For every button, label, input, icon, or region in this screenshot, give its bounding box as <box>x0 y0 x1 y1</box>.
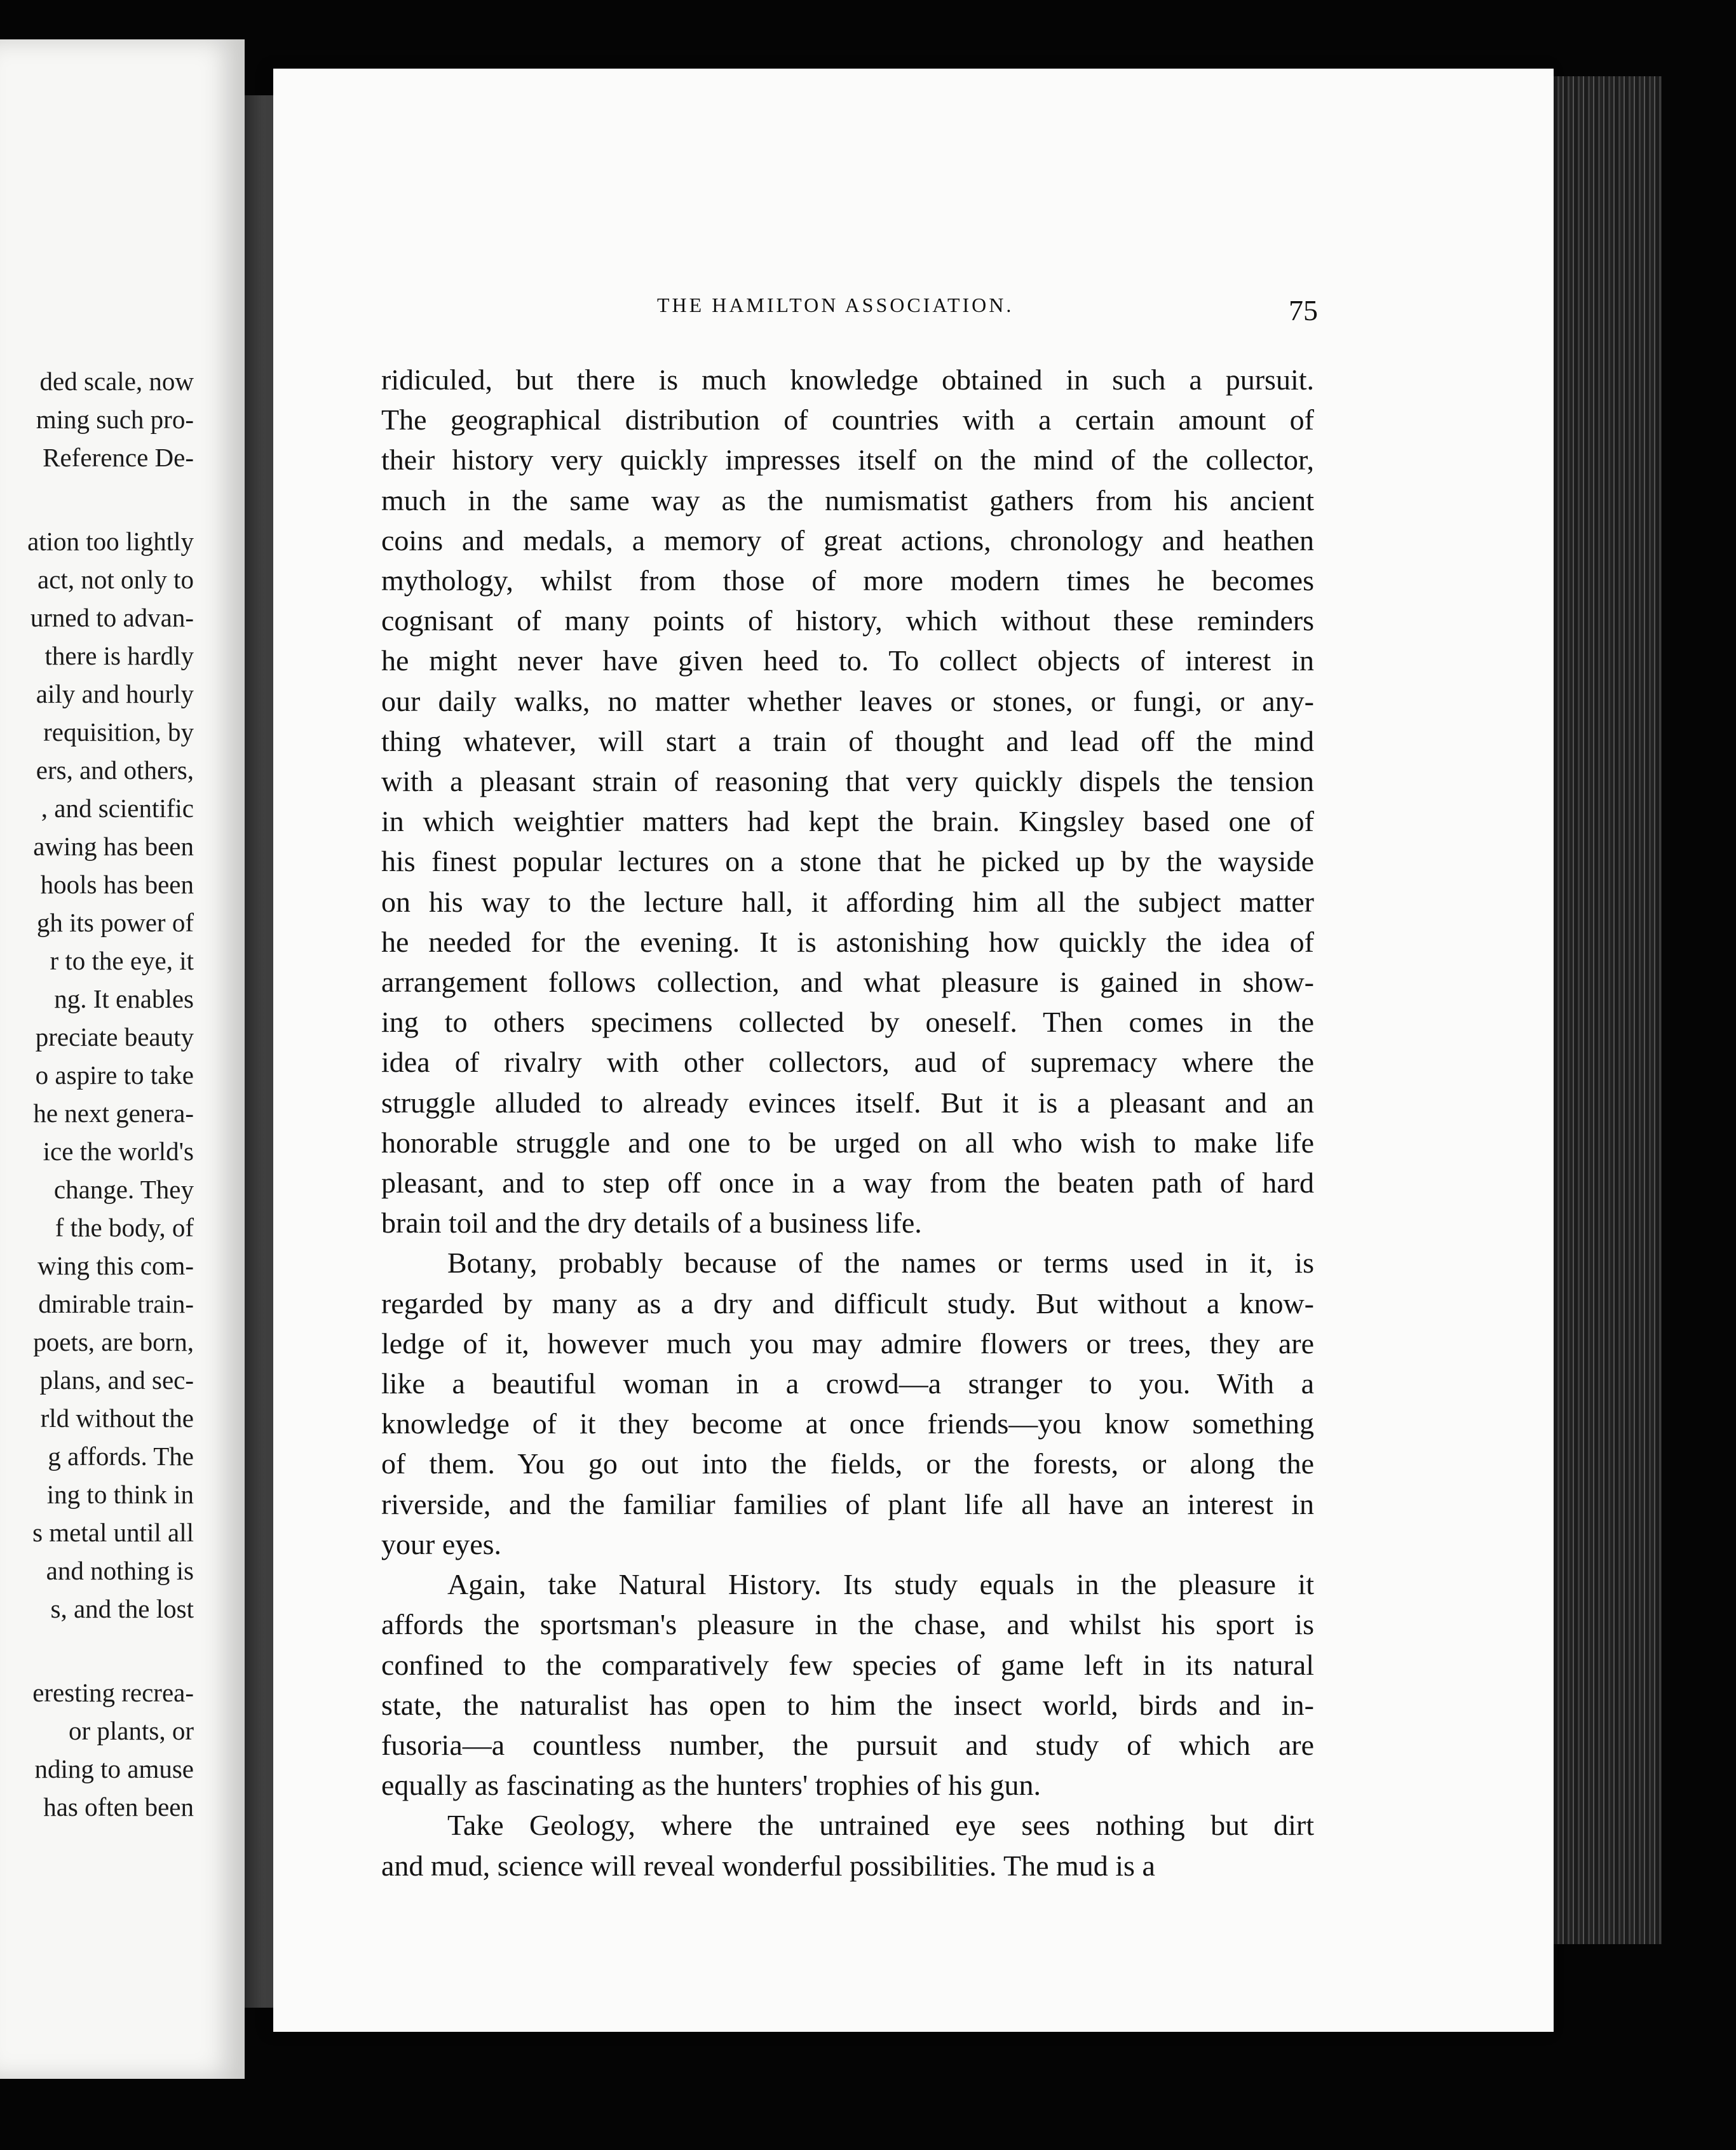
left-page-line: dmirable train- <box>38 1289 194 1318</box>
left-page-line: s, and the lost <box>50 1594 194 1623</box>
text-line: Botany, probably because of the names or terms used in it, is <box>447 1247 1314 1280</box>
text-line: Take Geology, where the untrained eye sees nothing but dirt <box>447 1809 1314 1842</box>
text-line: in which weightier matters had kept the brain. Kingsley based one of <box>381 805 1314 838</box>
left-page-line: requisition, by <box>43 717 194 747</box>
left-page-line: ers, and others, <box>36 755 194 785</box>
text-line: riverside, and the familiar families of plant life all have an interest in <box>381 1487 1314 1520</box>
text-line: with a pleasant strain of reasoning that very quickly dispels the tension <box>381 765 1314 798</box>
text-line: fusoria—a countless number, the pursuit and study of which are <box>381 1728 1314 1761</box>
left-page <box>0 39 245 2079</box>
text-line: brain toil and the dry details of a business life. <box>381 1207 922 1240</box>
left-page-line: aily and hourly <box>36 679 194 708</box>
text-line: equally as fascinating as the hunters' trophies of his gun. <box>381 1769 1041 1802</box>
text-line: their history very quickly impresses itself on the mind of the collector, <box>381 443 1314 477</box>
text-line: he needed for the evening. It is astonishing how quickly the idea of <box>381 925 1314 958</box>
text-line: affords the sportsman's pleasure in the chase, and whilst his sport is <box>381 1608 1314 1641</box>
text-line: our daily walks, no matter whether leaves or stones, or fungi, or any- <box>381 684 1314 717</box>
text-line: struggle alluded to already evinces itself. But it is a pleasant and an <box>381 1086 1314 1119</box>
left-page-line: there is hardly <box>44 641 194 670</box>
left-page-line: Reference De- <box>43 443 194 472</box>
left-page-line: act, not only to <box>37 565 194 594</box>
left-page-line: urned to advan- <box>30 603 194 632</box>
running-head: THE HAMILTON ASSOCIATION. <box>657 294 1014 316</box>
text-line: knowledge of it they become at once friends—you know something <box>381 1407 1314 1440</box>
left-page-line: awing has been <box>33 832 194 861</box>
text-line: and mud, science will reveal wonderful possibilities. The mud is a <box>381 1849 1155 1882</box>
text-line: regarded by many as a dry and difficult study. But without a know- <box>381 1287 1314 1320</box>
left-page-line: ing to think in <box>46 1480 194 1509</box>
left-page-line: wing this com- <box>37 1251 194 1280</box>
left-page-line: rld without the <box>40 1403 194 1433</box>
text-line: arrangement follows collection, and what pleasure is gained in show- <box>381 966 1314 999</box>
left-page-line: o aspire to take <box>35 1060 194 1090</box>
left-page-line: gh its power of <box>36 908 194 937</box>
paragraph <box>381 360 1314 1243</box>
text-line: on his way to the lecture hall, it affording him all the subject matter <box>381 885 1314 918</box>
text-line: idea of rivalry with other collectors, aud of supremacy where the <box>381 1046 1314 1079</box>
text-line: confined to the comparatively few species of game left in its natural <box>381 1648 1314 1681</box>
page-number: 75 <box>1289 294 1318 327</box>
left-page-line: f the body, of <box>55 1213 194 1242</box>
text-line: his finest popular lectures on a stone that he picked up by the wayside <box>381 845 1314 878</box>
text-line: ridiculed, but there is much knowledge obtained in such a pursuit. <box>381 363 1314 396</box>
left-page-line: and nothing is <box>46 1556 194 1585</box>
left-page-line: or plants, or <box>69 1716 194 1745</box>
text-line: your eyes. <box>381 1527 502 1560</box>
text-line: ledge of it, however much you may admire flowers or trees, they are <box>381 1327 1314 1360</box>
left-page-line: ded scale, now <box>39 367 194 396</box>
text-line: state, the naturalist has open to him the insect world, birds and in- <box>381 1688 1314 1721</box>
left-page-line: ice the world's <box>43 1137 194 1166</box>
text-line: like a beautiful woman in a crowd—a stranger to you. With a <box>381 1367 1314 1400</box>
text-line: much in the same way as the numismatist gathers from his ancient <box>381 483 1314 517</box>
text-line: mythology, whilst from those of more modern times he becomes <box>381 564 1314 597</box>
left-page-line: nding to amuse <box>34 1754 194 1783</box>
text-line: The geographical distribution of countries with a certain amount of <box>381 403 1314 436</box>
left-page-line: , and scientific <box>41 794 194 823</box>
left-page-line: eresting recrea- <box>32 1678 194 1707</box>
left-page-line: g affords. The <box>48 1442 194 1471</box>
text-line: honorable struggle and one to be urged on all who wish to make life <box>381 1126 1314 1159</box>
left-page-line: r to the eye, it <box>50 946 194 975</box>
paragraph <box>381 1243 1314 1564</box>
page-edges <box>1554 76 1662 1944</box>
left-page-line: ation too lightly <box>27 527 194 556</box>
text-line: thing whatever, will start a train of thought and lead off the mind <box>381 724 1314 757</box>
text-line: ing to others specimens collected by oneself. Then comes in the <box>381 1006 1314 1039</box>
left-page-line: poets, are born, <box>33 1327 194 1356</box>
left-page-line: ng. It enables <box>54 984 194 1013</box>
text-line: coins and medals, a memory of great actions, chronology and heathen <box>381 524 1314 557</box>
left-page-line: has often been <box>43 1792 194 1822</box>
paragraph <box>381 1564 1314 1805</box>
body-text <box>381 360 1314 1886</box>
text-line: cognisant of many points of history, which without these reminders <box>381 604 1314 637</box>
paragraph <box>381 1805 1314 1885</box>
left-page-line: he next genera- <box>33 1099 194 1128</box>
text-line: of them. You go out into the fields, or the forests, or along the <box>381 1447 1314 1480</box>
text-line: pleasant, and to step off once in a way from the beaten path of hard <box>381 1166 1314 1200</box>
left-page-line: plans, and sec- <box>39 1365 194 1395</box>
text-line: he might never have given heed to. To collect objects of interest in <box>381 644 1314 677</box>
left-page-line: hools has been <box>40 870 194 899</box>
left-page-line: change. They <box>53 1175 194 1204</box>
left-page-line: ming such pro- <box>36 405 194 434</box>
left-page-line: s metal until all <box>32 1518 194 1547</box>
left-page-line: preciate beauty <box>35 1022 194 1051</box>
text-line: Again, take Natural History. Its study equals in the pleasure it <box>447 1568 1314 1601</box>
